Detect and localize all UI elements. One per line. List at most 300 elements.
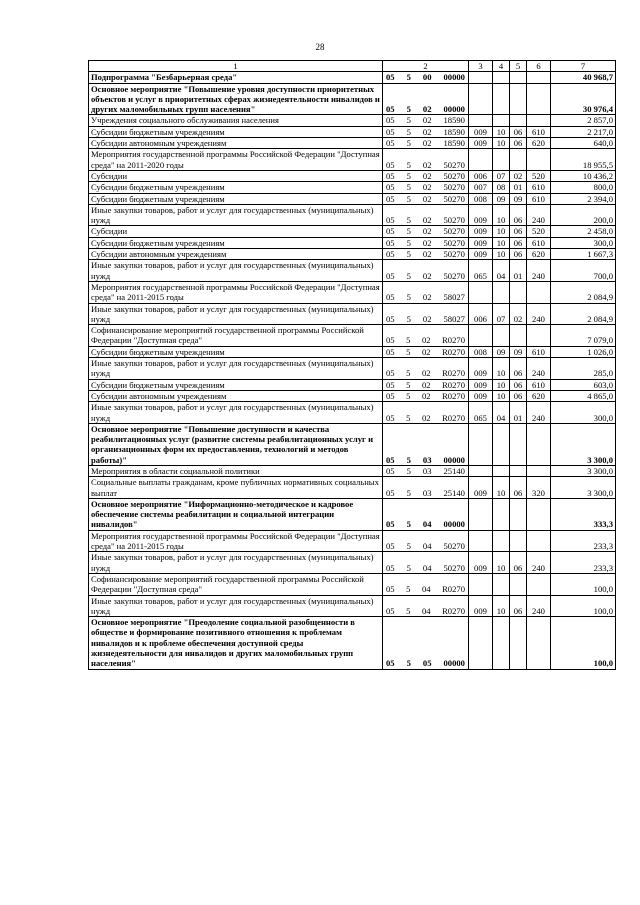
row-amount: 2 394,0 [551, 193, 616, 204]
row-section-code [493, 115, 510, 126]
code-part: 02 [422, 170, 432, 181]
code-part: 05 [422, 658, 432, 669]
code-part: R0270 [442, 335, 465, 346]
code-part: 5 [406, 368, 411, 379]
row-section-code: 07 [493, 303, 510, 325]
table-row [89, 204, 616, 226]
row-subsection-code: 06 [510, 138, 527, 149]
table-row [89, 617, 616, 669]
code-part: 25140 [443, 487, 465, 498]
code-part: 00000 [443, 454, 465, 465]
row-amount: 2 217,0 [551, 126, 616, 137]
row-subsection-code: 01 [510, 402, 527, 424]
table-row [89, 390, 616, 401]
row-amount: 100,0 [551, 595, 616, 617]
code-part: 05 [386, 346, 395, 357]
code-part: 50270 [443, 170, 465, 181]
row-section-code: 10 [493, 595, 510, 617]
code-part: 5 [406, 215, 411, 226]
code-part: R0270 [442, 346, 465, 357]
row-section-code [493, 465, 510, 476]
code-part: 02 [422, 104, 432, 115]
row-subsection-code: 06 [510, 226, 527, 237]
row-program-code [383, 325, 469, 347]
row-expense-type [527, 115, 551, 126]
row-expense-type: 520 [527, 226, 551, 237]
row-program-code [383, 193, 469, 204]
code-part: 05 [386, 138, 395, 149]
row-name: Мероприятия в области социальной политики [89, 465, 383, 476]
code-part: 05 [386, 541, 395, 552]
code-part: 50270 [443, 226, 465, 237]
row-program-code [383, 83, 469, 115]
code-part: 04 [422, 519, 432, 530]
code-part: 02 [422, 237, 432, 248]
row-department-code [469, 72, 493, 83]
header-cell: 7 [551, 61, 616, 72]
row-section-code [493, 617, 510, 669]
code-part: R0270 [442, 412, 465, 423]
code-part: 50270 [443, 249, 465, 260]
row-department-code [469, 281, 493, 303]
row-subsection-code [510, 573, 527, 595]
row-name: Мероприятия государственной программы Российской Федерации "Доступная среда" на 2011-2015 годы [89, 530, 383, 552]
row-department-code [469, 573, 493, 595]
code-part: 05 [386, 335, 395, 346]
row-subsection-code: 01 [510, 260, 527, 282]
code-part: 5 [406, 104, 411, 115]
table-row [89, 170, 616, 181]
table-row [89, 193, 616, 204]
code-part: 50270 [443, 237, 465, 248]
code-part: 02 [422, 138, 432, 149]
row-section-code: 10 [493, 226, 510, 237]
code-part: 05 [386, 379, 395, 390]
code-part: 02 [422, 270, 432, 281]
table-row [89, 237, 616, 248]
code-part: 58027 [443, 292, 465, 303]
row-expense-type: 620 [527, 249, 551, 260]
row-program-code [383, 182, 469, 193]
row-section-code: 08 [493, 182, 510, 193]
table-row [89, 249, 616, 260]
row-department-code: 009 [469, 138, 493, 149]
row-expense-type: 240 [527, 303, 551, 325]
code-part: 5 [406, 138, 411, 149]
row-section-code [493, 72, 510, 83]
row-name: Мероприятия государственной программы Российской Федерации "Доступная среда" на 2011-2020 годы [89, 149, 383, 171]
row-expense-type: 240 [527, 358, 551, 380]
code-part: 05 [386, 292, 395, 303]
code-part: 05 [386, 390, 395, 401]
code-part: 04 [422, 562, 432, 573]
row-expense-type [527, 617, 551, 669]
row-department-code: 006 [469, 303, 493, 325]
table-row [89, 149, 616, 171]
row-amount: 233,3 [551, 552, 616, 574]
row-subsection-code [510, 530, 527, 552]
row-amount: 1 026,0 [551, 346, 616, 357]
code-part: 50270 [443, 193, 465, 204]
row-department-code: 008 [469, 193, 493, 204]
row-name: Иные закупки товаров, работ и услуг для государственных (муниципальных) нужд [89, 204, 383, 226]
row-expense-type: 520 [527, 170, 551, 181]
code-part: R0270 [442, 390, 465, 401]
code-part: 05 [386, 368, 395, 379]
code-part: 5 [406, 658, 411, 669]
code-part: 5 [406, 379, 411, 390]
row-subsection-code [510, 325, 527, 347]
code-part: 05 [386, 562, 395, 573]
row-program-code [383, 498, 469, 530]
code-part: 04 [421, 584, 431, 595]
code-part: 5 [406, 270, 411, 281]
row-program-code [383, 115, 469, 126]
row-expense-type: 610 [527, 182, 551, 193]
row-program-code [383, 595, 469, 617]
code-part: 02 [421, 390, 431, 401]
row-program-code [383, 379, 469, 390]
row-department-code [469, 617, 493, 669]
code-part: 5 [406, 412, 411, 423]
row-department-code: 065 [469, 402, 493, 424]
row-subsection-code: 06 [510, 477, 527, 499]
row-amount: 3 300,0 [551, 465, 616, 476]
row-amount: 700,0 [551, 260, 616, 282]
row-name: Софинансирование мероприятий государственной программы Российской Федерации "Доступная среда" [89, 325, 383, 347]
row-department-code: 009 [469, 595, 493, 617]
row-section-code: 04 [493, 260, 510, 282]
row-subsection-code: 06 [510, 552, 527, 574]
row-section-code [493, 498, 510, 530]
row-department-code: 009 [469, 552, 493, 574]
row-program-code [383, 303, 469, 325]
code-part: 02 [422, 193, 432, 204]
row-program-code [383, 346, 469, 357]
row-subsection-code: 06 [510, 358, 527, 380]
row-expense-type [527, 530, 551, 552]
row-department-code [469, 423, 493, 465]
code-part: 5 [406, 193, 411, 204]
budget-table [88, 60, 616, 670]
row-program-code [383, 552, 469, 574]
row-expense-type [527, 498, 551, 530]
code-part: 05 [386, 249, 395, 260]
row-expense-type: 240 [527, 552, 551, 574]
header-cell: 6 [527, 61, 551, 72]
row-subsection-code: 06 [510, 595, 527, 617]
row-department-code [469, 325, 493, 347]
code-part: 00000 [443, 658, 465, 669]
row-section-code [493, 83, 510, 115]
row-section-code [493, 325, 510, 347]
row-subsection-code: 09 [510, 193, 527, 204]
code-part: 02 [421, 346, 431, 357]
code-part: 00000 [443, 104, 465, 115]
table-row [89, 552, 616, 574]
code-part: 5 [406, 541, 411, 552]
row-department-code [469, 465, 493, 476]
row-department-code: 009 [469, 477, 493, 499]
code-part: 50270 [443, 270, 465, 281]
code-part: 02 [422, 115, 432, 126]
code-part: 5 [406, 72, 411, 83]
code-part: 02 [422, 159, 432, 170]
code-part: 50270 [443, 541, 465, 552]
row-program-code [383, 530, 469, 552]
code-part: 05 [386, 465, 395, 476]
code-part: 04 [422, 541, 432, 552]
code-part: 03 [422, 465, 432, 476]
code-part: 05 [386, 412, 395, 423]
row-expense-type: 240 [527, 402, 551, 424]
table-row [89, 379, 616, 390]
code-part: 5 [406, 605, 411, 616]
code-part: 5 [406, 170, 411, 181]
row-section-code [493, 530, 510, 552]
row-expense-type: 610 [527, 346, 551, 357]
row-expense-type [527, 325, 551, 347]
row-name: Учреждения социального обслуживания населения [89, 115, 383, 126]
header-cell: 4 [493, 61, 510, 72]
code-part: 05 [386, 72, 395, 83]
row-department-code: 009 [469, 358, 493, 380]
row-name: Субсидии бюджетным учреждениям [89, 379, 383, 390]
code-part: 05 [386, 584, 395, 595]
row-amount: 2 084,9 [551, 281, 616, 303]
row-program-code [383, 465, 469, 476]
table-row [89, 423, 616, 465]
row-amount: 333,3 [551, 498, 616, 530]
row-amount: 640,0 [551, 138, 616, 149]
row-program-code [383, 358, 469, 380]
code-part: 5 [406, 562, 411, 573]
row-name: Субсидии автономным учреждениям [89, 390, 383, 401]
row-expense-type: 620 [527, 138, 551, 149]
code-part: 50270 [443, 182, 465, 193]
row-subsection-code [510, 423, 527, 465]
row-name: Субсидии бюджетным учреждениям [89, 182, 383, 193]
row-name: Иные закупки товаров, работ и услуг для государственных (муниципальных) нужд [89, 303, 383, 325]
code-part: 5 [406, 465, 411, 476]
row-department-code: 009 [469, 249, 493, 260]
row-section-code: 10 [493, 249, 510, 260]
row-department-code: 009 [469, 204, 493, 226]
code-part: 5 [406, 454, 411, 465]
code-part: R0270 [442, 584, 465, 595]
code-part: 02 [421, 335, 431, 346]
code-part: 5 [406, 126, 411, 137]
row-subsection-code [510, 498, 527, 530]
header-cell: 5 [510, 61, 527, 72]
code-part: 5 [406, 249, 411, 260]
row-department-code [469, 115, 493, 126]
code-part: 05 [386, 270, 395, 281]
code-part: 05 [386, 454, 395, 465]
code-part: 5 [406, 313, 411, 324]
row-name: Основное мероприятие "Повышение уровня доступности приоритетных объектов и услуг в приоритетных сферах жизнедеятельности инвалидов и других маломобильных групп населения" [89, 83, 383, 115]
row-name: Субсидии бюджетным учреждениям [89, 126, 383, 137]
row-subsection-code [510, 72, 527, 83]
table-row [89, 530, 616, 552]
row-name: Софинансирование мероприятий государственной программы Российской Федерации "Доступная среда" [89, 573, 383, 595]
table-row [89, 182, 616, 193]
table-row [89, 126, 616, 137]
row-name: Субсидии [89, 170, 383, 181]
table-row [89, 138, 616, 149]
code-part: 03 [422, 487, 432, 498]
code-part: 5 [406, 390, 411, 401]
row-amount: 40 968,7 [551, 72, 616, 83]
row-program-code [383, 149, 469, 171]
row-name: Субсидии [89, 226, 383, 237]
row-subsection-code [510, 83, 527, 115]
row-expense-type [527, 423, 551, 465]
row-expense-type [527, 83, 551, 115]
code-part: 05 [386, 215, 395, 226]
table-row [89, 325, 616, 347]
row-name: Субсидии бюджетным учреждениям [89, 237, 383, 248]
row-name: Иные закупки товаров, работ и услуг для государственных (муниципальных) нужд [89, 402, 383, 424]
header-cell: 2 [383, 61, 469, 72]
row-department-code [469, 498, 493, 530]
code-part: 05 [386, 487, 395, 498]
row-name: Иные закупки товаров, работ и услуг для государственных (муниципальных) нужд [89, 260, 383, 282]
row-expense-type: 240 [527, 260, 551, 282]
row-program-code [383, 249, 469, 260]
row-department-code: 009 [469, 390, 493, 401]
row-subsection-code: 06 [510, 390, 527, 401]
row-subsection-code: 06 [510, 204, 527, 226]
code-part: 18590 [443, 126, 465, 137]
row-subsection-code [510, 617, 527, 669]
row-expense-type [527, 149, 551, 171]
row-amount: 30 976,4 [551, 83, 616, 115]
row-expense-type [527, 573, 551, 595]
row-program-code [383, 204, 469, 226]
row-amount: 603,0 [551, 379, 616, 390]
table-row [89, 573, 616, 595]
row-subsection-code [510, 149, 527, 171]
row-program-code [383, 138, 469, 149]
row-program-code [383, 72, 469, 83]
row-expense-type [527, 465, 551, 476]
code-part: 04 [421, 605, 431, 616]
row-subsection-code: 06 [510, 379, 527, 390]
table-row [89, 498, 616, 530]
row-amount: 2 458,0 [551, 226, 616, 237]
code-part: 18590 [443, 115, 465, 126]
row-subsection-code [510, 281, 527, 303]
row-name: Мероприятия государственной программы Российской Федерации "Доступная среда" на 2011-2015 годы [89, 281, 383, 303]
row-department-code: 006 [469, 170, 493, 181]
code-part: 5 [406, 584, 411, 595]
code-part: R0270 [442, 605, 465, 616]
row-amount: 3 300,0 [551, 423, 616, 465]
row-program-code [383, 281, 469, 303]
row-section-code [493, 149, 510, 171]
row-name: Социальные выплаты гражданам, кроме публичных нормативных социальных выплат [89, 477, 383, 499]
row-program-code [383, 423, 469, 465]
row-name: Субсидии бюджетным учреждениям [89, 193, 383, 204]
code-part: 05 [386, 237, 395, 248]
row-program-code [383, 126, 469, 137]
code-part: 02 [422, 249, 432, 260]
code-part: 02 [421, 368, 431, 379]
row-amount: 10 436,2 [551, 170, 616, 181]
code-part: 05 [386, 104, 395, 115]
row-subsection-code: 06 [510, 237, 527, 248]
table-row [89, 226, 616, 237]
code-part: R0270 [442, 379, 465, 390]
code-part: 02 [422, 126, 432, 137]
row-expense-type [527, 281, 551, 303]
code-part: 02 [421, 379, 431, 390]
row-amount: 2 857,0 [551, 115, 616, 126]
table-row [89, 595, 616, 617]
row-section-code [493, 423, 510, 465]
row-name: Основное мероприятие "Информационно-методическое и кадровое обеспечение системы реабилитации и социальной интеграции инвалидов" [89, 498, 383, 530]
row-name: Субсидии бюджетным учреждениям [89, 346, 383, 357]
row-program-code [383, 573, 469, 595]
code-part: 5 [406, 237, 411, 248]
row-amount: 285,0 [551, 358, 616, 380]
code-part: 50270 [443, 215, 465, 226]
code-part: 05 [386, 519, 395, 530]
row-section-code: 10 [493, 204, 510, 226]
code-part: 50270 [443, 159, 465, 170]
row-expense-type: 240 [527, 204, 551, 226]
row-amount: 7 079,0 [551, 325, 616, 347]
row-department-code [469, 83, 493, 115]
code-part: 25140 [443, 465, 465, 476]
row-expense-type: 610 [527, 237, 551, 248]
row-subsection-code: 02 [510, 170, 527, 181]
row-section-code: 10 [493, 390, 510, 401]
table-row [89, 115, 616, 126]
row-amount: 100,0 [551, 617, 616, 669]
code-part: 05 [386, 193, 395, 204]
row-subsection-code [510, 115, 527, 126]
code-part: 05 [386, 658, 395, 669]
row-department-code: 007 [469, 182, 493, 193]
row-expense-type [527, 72, 551, 83]
code-part: 05 [386, 159, 395, 170]
row-name: Субсидии автономным учреждениям [89, 138, 383, 149]
row-section-code: 10 [493, 126, 510, 137]
code-part: 05 [386, 182, 395, 193]
row-name: Подпрограмма "Безбарьерная среда" [89, 72, 383, 83]
code-part: 18590 [443, 138, 465, 149]
row-program-code [383, 402, 469, 424]
row-name: Иные закупки товаров, работ и услуг для государственных (муниципальных) нужд [89, 552, 383, 574]
code-part: 5 [406, 346, 411, 357]
row-program-code [383, 477, 469, 499]
row-amount: 3 300,0 [551, 477, 616, 499]
table-row [89, 83, 616, 115]
row-amount: 4 865,0 [551, 390, 616, 401]
code-part: 5 [406, 226, 411, 237]
row-program-code [383, 237, 469, 248]
row-name: Иные закупки товаров, работ и услуг для государственных (муниципальных) нужд [89, 358, 383, 380]
table-row [89, 303, 616, 325]
row-department-code: 009 [469, 379, 493, 390]
row-amount: 200,0 [551, 204, 616, 226]
code-part: 02 [422, 313, 432, 324]
row-department-code: 009 [469, 126, 493, 137]
row-expense-type: 610 [527, 126, 551, 137]
table-row [89, 465, 616, 476]
